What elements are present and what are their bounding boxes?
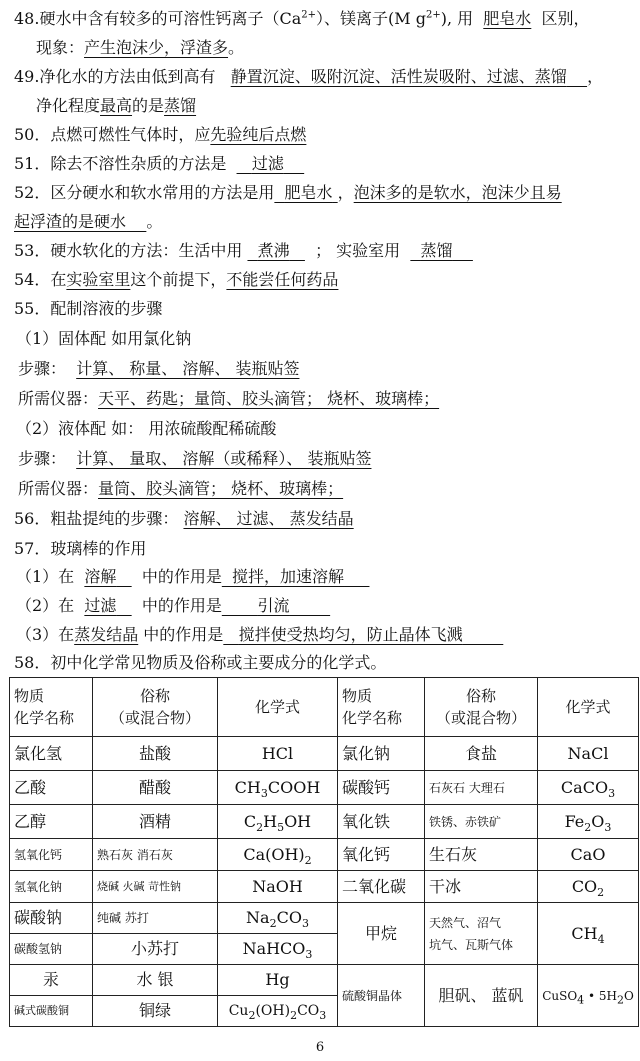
- item-48-line-2: 现象：产生泡沫少，浮渣多。: [36, 38, 245, 57]
- chemical-name: 氯化钠: [338, 737, 425, 771]
- chemical-name: 氢氧化钙: [10, 839, 93, 871]
- header-formula: 化学式: [538, 678, 639, 737]
- answer-blank: 过滤: [84, 596, 117, 615]
- item-55-solid-instruments: 所需仪器：天平、药匙；量筒、胶头滴管； 烧杯、玻璃棒；: [18, 389, 440, 408]
- formula: CaO: [538, 839, 639, 871]
- common-name: 烧碱 火碱 苛性钠: [93, 871, 218, 903]
- table-row: [10, 965, 639, 996]
- formula: $CH_3COOH$: [218, 771, 338, 805]
- item-55-solid-title: （1）固体配 如用氯化钠: [16, 329, 192, 348]
- chemical-name: 汞: [10, 965, 93, 996]
- common-name: 天然气、沼气 坑气、瓦斯气体: [425, 903, 538, 965]
- header-name: 物质 化学名称: [10, 678, 93, 737]
- common-name: 石灰石 大理石: [425, 771, 538, 805]
- common-name: 酒精: [93, 805, 218, 839]
- formula: $Fe_2O_3$: [538, 805, 639, 839]
- table-row: [10, 771, 639, 805]
- answer-blank: 最高: [100, 96, 133, 115]
- chemical-name: 碱式碳酸铜: [10, 996, 93, 1027]
- chemicals-table: [9, 677, 639, 1027]
- header-common: 俗称 （或混合物）: [425, 678, 538, 737]
- table-row: [10, 903, 639, 934]
- item-58-title: 58．初中化学常见物质及俗称或主要成分的化学式。: [14, 653, 387, 672]
- common-name: 食盐: [425, 737, 538, 771]
- answer-blank: 煮沸: [257, 241, 290, 260]
- item-52-line-2: 起浮渣的是硬水 。: [14, 212, 163, 231]
- chemical-name: 碳酸钙: [338, 771, 425, 805]
- formula: $Ca(OH)_2$: [218, 839, 338, 871]
- item-51: 51．除去不溶性杂质的方法是 过滤: [14, 149, 634, 179]
- table-row: [10, 839, 639, 871]
- chemical-name: 硫酸铜晶体: [338, 965, 425, 1027]
- formula: NaHCO$_3$: [218, 934, 338, 965]
- common-name: 小苏打: [93, 934, 218, 965]
- answer-blank: 过滤: [251, 154, 284, 173]
- item-49-line-2: 净化程度最高的是蒸馏: [36, 96, 197, 115]
- item-52-line-1: 52．区分硬水和软水常用的方法是用 肥皂水 ，泡沫多的是软水，泡沫少且易: [14, 183, 562, 202]
- common-name: 盐酸: [93, 737, 218, 771]
- item-50: 50．点燃可燃性气体时，应先验纯后点燃: [14, 125, 307, 144]
- item-55-title: 55．配制溶液的步骤: [14, 299, 163, 318]
- formula: NaCl: [538, 737, 639, 771]
- formula: $Cu_2(OH)_2CO_3$: [218, 996, 338, 1027]
- answer-blank: 搅拌，加速溶解: [232, 567, 345, 586]
- common-name: 生石灰: [425, 839, 538, 871]
- answer-blank: 肥皂水: [284, 183, 333, 202]
- formula: CaCO$_3$: [538, 771, 639, 805]
- table-row: [10, 871, 639, 903]
- answer-blank: 起浮渣的是硬水: [14, 212, 127, 231]
- item-55-liquid-title: （2）液体配 如： 用浓硫酸配稀硫酸: [16, 419, 277, 438]
- common-name: 铁锈、赤铁矿: [425, 805, 538, 839]
- item-55-solid-steps: 步骤： 计算、 称量、 溶解、 装瓶贴签: [18, 359, 300, 378]
- item-57-row-3: （3）在蒸发结晶 中的作用是 搅拌使受热均匀，防止晶体飞溅: [16, 620, 634, 650]
- answer-blank: 溶解: [84, 567, 117, 586]
- chemical-name: 碳酸氢钠: [10, 934, 93, 965]
- table-row: [10, 805, 639, 839]
- common-name: 醋酸: [93, 771, 218, 805]
- chemical-name: 氯化氢: [10, 737, 93, 771]
- item-57-title: 57．玻璃棒的作用: [14, 539, 147, 558]
- item-53: 53．硬水软化的方法：生活中用 煮沸 ； 实验室用 蒸馏: [14, 236, 634, 266]
- common-name: 熟石灰 消石灰: [93, 839, 218, 871]
- answer-blank: 溶解、 过滤、 蒸发结晶: [183, 509, 354, 528]
- answer-blank: 量筒、胶头滴管； 烧杯、玻璃棒；: [98, 479, 344, 498]
- chemical-name: 甲烷: [338, 903, 425, 965]
- item-57-row-2: （2）在 过滤 中的作用是 引流: [16, 591, 634, 621]
- table-row: [10, 737, 639, 771]
- header-name: 物质 化学名称: [338, 678, 425, 737]
- formula: $Na_2CO_3$: [218, 903, 338, 934]
- answer-blank: 先验纯后点燃: [210, 125, 307, 144]
- chemical-name: 乙酸: [10, 771, 93, 805]
- chemical-name: 氧化铁: [338, 805, 425, 839]
- formula: HCl: [218, 737, 338, 771]
- item-55-liquid-instruments: 所需仪器：量筒、胶头滴管； 烧杯、玻璃棒；: [18, 479, 344, 498]
- answer-blank: 蒸馏: [164, 96, 197, 115]
- formula: CuSO$_4$ • $5H_2O$: [538, 965, 639, 1027]
- chemical-name: 乙醇: [10, 805, 93, 839]
- table-header-row: [10, 678, 639, 737]
- answer-blank: 不能尝任何药品: [226, 270, 339, 289]
- item-57-row-1: （1）在 溶解 中的作用是 搅拌，加速溶解: [16, 562, 634, 592]
- formula: $C_2H_5OH$: [218, 805, 338, 839]
- page-number: 6: [315, 1040, 325, 1055]
- answer-blank: 蒸发结晶: [74, 625, 139, 644]
- chemical-name: 氢氧化钠: [10, 871, 93, 903]
- formula: $CH_4$: [538, 903, 639, 965]
- common-name: 干冰: [425, 871, 538, 903]
- answer-blank: 实验室里: [66, 270, 131, 289]
- common-name: 水 银: [93, 965, 218, 996]
- answer-blank: 产生泡沫少，浮渣多: [84, 38, 229, 57]
- formula: NaOH: [218, 871, 338, 903]
- answer-blank: 计算、 量取、 溶解（或稀释）、 装瓶贴签: [76, 449, 372, 468]
- answer-blank: 天平、药匙；量筒、胶头滴管； 烧杯、玻璃棒；: [98, 389, 440, 408]
- header-formula: 化学式: [218, 678, 338, 737]
- answer-blank: 计算、 称量、 溶解、 装瓶贴签: [76, 359, 300, 378]
- answer-blank: 肥皂水: [483, 9, 532, 28]
- chemical-name: 氧化钙: [338, 839, 425, 871]
- chemical-name: 碳酸钠: [10, 903, 93, 934]
- item-55-liquid-steps: 步骤： 计算、 量取、 溶解（或稀释）、 装瓶贴签: [18, 449, 372, 468]
- answer-blank: 引流: [257, 596, 290, 615]
- answer-blank: 搅拌使受热均匀，防止晶体飞溅: [238, 625, 463, 644]
- common-name: 胆矾、 蓝矾: [425, 965, 538, 1027]
- answer-blank: 静置沉淀、吸附沉淀、活性炭吸附、过滤、蒸馏: [230, 67, 567, 86]
- item-49-line-1: 49.净化水的方法由低到高有 静置沉淀、吸附沉淀、活性炭吸附、过滤、蒸馏 ，: [14, 67, 604, 86]
- common-name: 铜绿: [93, 996, 218, 1027]
- answer-blank: 蒸馏: [420, 241, 453, 260]
- chemical-name: 二氧化碳: [338, 871, 425, 903]
- item-54: 54．在实验室里这个前提下，不能尝任何药品: [14, 270, 339, 289]
- common-name: 纯碱 苏打: [93, 903, 218, 934]
- item-56: 56．粗盐提纯的步骤： 溶解、 过滤、 蒸发结晶: [14, 509, 354, 528]
- formula: Hg: [218, 965, 338, 996]
- item-48-line-1: 48.硬水中含有较多的可溶性钙离子$(Ca^{2+})$、镁离子(M $g^{2+}$), 用 肥皂水 区别，: [14, 9, 590, 28]
- formula: $CO_2$: [538, 871, 639, 903]
- answer-blank: 泡沫多的是软水，泡沫少且易: [353, 183, 562, 202]
- header-common: 俗称 （或混合物）: [93, 678, 218, 737]
